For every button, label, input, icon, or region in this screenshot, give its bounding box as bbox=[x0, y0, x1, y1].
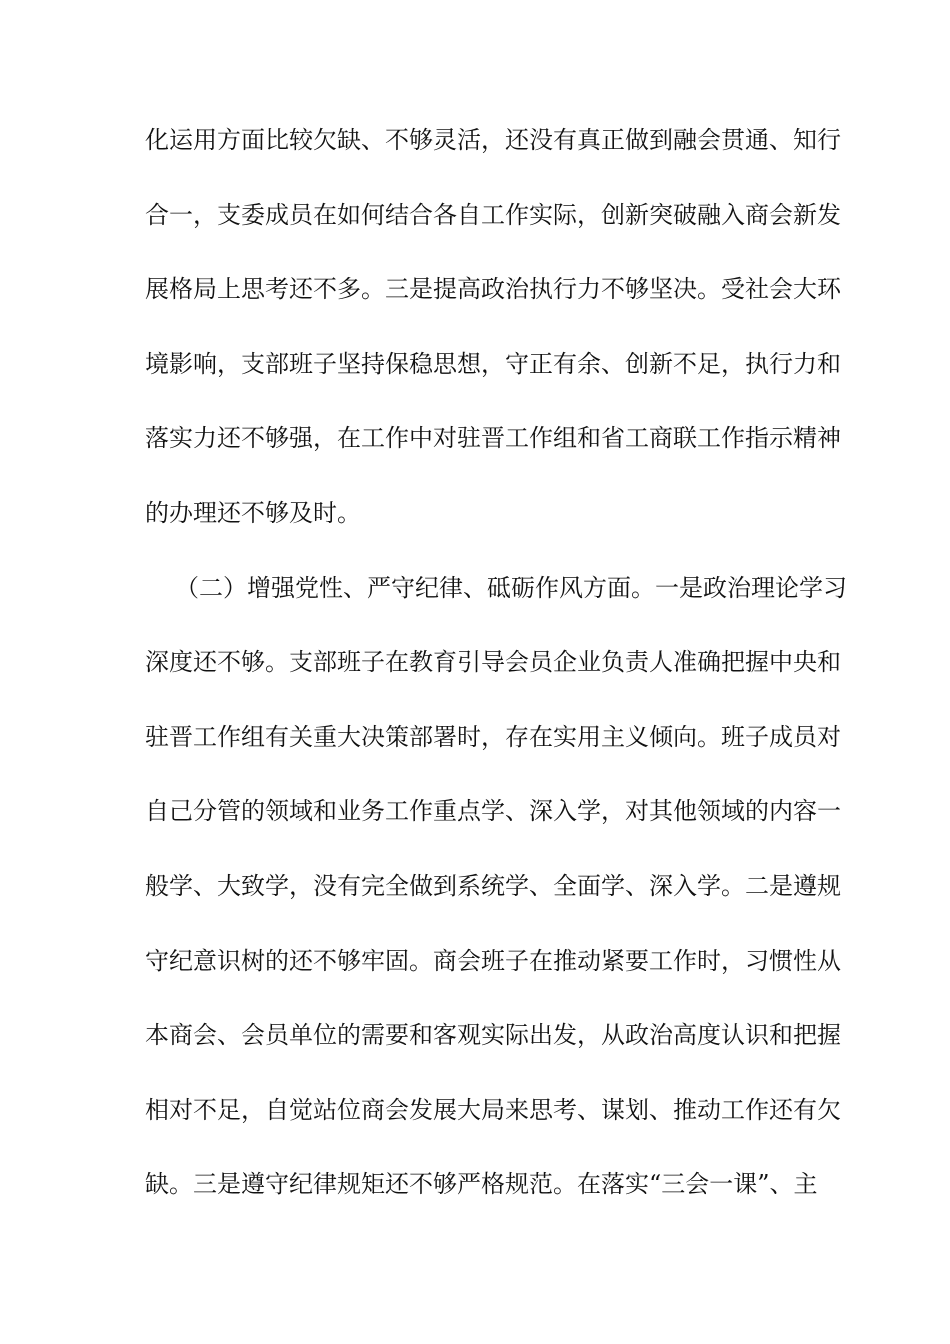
text-line: 自己分管的领域和业务工作重点学、深入学，对其他领域的内容一 bbox=[145, 797, 841, 826]
text-line: 缺。三是遵守纪律规矩还不够严格规范。在落实“三会一课”、主 bbox=[145, 1170, 818, 1199]
paragraph-2 bbox=[145, 551, 847, 1222]
text-line: （二）增强党性、严守纪律、砥砺作风方面。一是政治理论学习 bbox=[175, 573, 847, 602]
text-line: 般学、大致学，没有完全做到系统学、全面学、深入学。二是遵规 bbox=[145, 871, 841, 900]
document-page bbox=[145, 103, 847, 1222]
text-line: 合一，支委成员在如何结合各自工作实际，创新突破融入商会新发 bbox=[145, 200, 841, 229]
text-line: 本商会、会员单位的需要和客观实际出发，从政治高度认识和把握 bbox=[145, 1021, 841, 1050]
text-line: 的办理还不够及时。 bbox=[145, 498, 361, 527]
text-line: 相对不足，自觉站位商会发展大局来思考、谋划、推动工作还有欠 bbox=[145, 1095, 841, 1124]
text-line: 守纪意识树的还不够牢固。商会班子在推动紧要工作时，习惯性从 bbox=[145, 946, 841, 975]
paragraph-1 bbox=[145, 103, 841, 551]
text-line: 驻晋工作组有关重大决策部署时，存在实用主义倾向。班子成员对 bbox=[145, 722, 841, 751]
text-line: 展格局上思考还不多。三是提高政治执行力不够坚决。受社会大环 bbox=[145, 275, 841, 304]
text-line: 境影响，支部班子坚持保稳思想，守正有余、创新不足，执行力和 bbox=[145, 349, 841, 378]
text-line: 化运用方面比较欠缺、不够灵活，还没有真正做到融会贯通、知行 bbox=[145, 126, 841, 154]
text-line: 深度还不够。支部班子在教育引导会员企业负责人准确把握中央和 bbox=[145, 648, 841, 677]
text-line: 落实力还不够强，在工作中对驻晋工作组和省工商联工作指示精神 bbox=[145, 424, 841, 453]
